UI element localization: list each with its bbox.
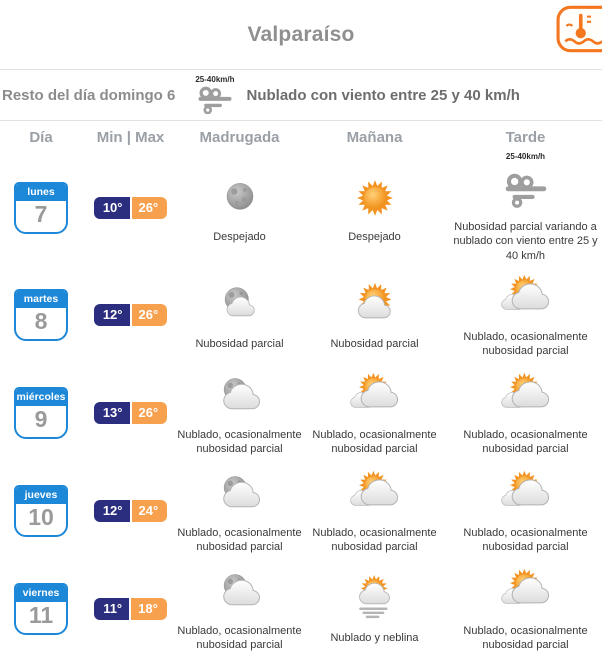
day-name: lunes — [16, 184, 66, 202]
period-caption: Nubosidad parcial — [330, 337, 419, 350]
day-calendar[interactable] — [14, 289, 68, 342]
period-caption: Nublado y neblina — [330, 631, 419, 644]
period-madrugada — [179, 172, 300, 244]
current-description: Nublado con viento entre 25 y 40 km/h — [246, 86, 520, 104]
forecast-row — [0, 560, 602, 658]
day-number: 8 — [34, 308, 48, 335]
moon-cloudy-icon — [214, 370, 266, 422]
period-tarde — [449, 370, 602, 457]
wind-speed-label: 25-40km/h — [505, 152, 546, 161]
period-manana — [300, 172, 449, 244]
sun-cloudy-icon — [349, 370, 401, 422]
period-caption: Nublado, ocasionalmente nubosidad parcial — [177, 624, 302, 651]
minmax-badge — [94, 402, 167, 424]
period-caption: Nublado, ocasionalmente nubosidad parcial — [177, 428, 302, 455]
sun-cloudy-icon — [349, 468, 401, 520]
period-manana — [300, 279, 449, 351]
forecast-row — [0, 266, 602, 364]
period-caption: Nublado, ocasionalmente nubosidad parcial — [312, 526, 437, 553]
period-caption: Nublado, ocasionalmente nubosidad parcial — [177, 526, 302, 553]
minmax-badge — [94, 500, 167, 522]
period-manana — [300, 370, 449, 457]
max-temp: 26° — [132, 402, 168, 424]
minmax-badge — [94, 304, 167, 326]
moon-cloudy-icon — [214, 468, 266, 520]
minmax-badge — [94, 598, 167, 620]
moon-partly-cloudy-icon — [214, 279, 266, 331]
table-header — [0, 121, 602, 150]
max-temp: 18° — [131, 598, 167, 620]
moon-cloudy-icon — [214, 566, 266, 618]
sun-cloudy-icon — [500, 566, 552, 618]
day-name: viernes — [16, 585, 66, 603]
day-number: 7 — [34, 201, 48, 228]
sun-fog-icon — [349, 573, 401, 625]
period-madrugada — [179, 468, 300, 555]
day-calendar[interactable] — [14, 485, 68, 538]
period-madrugada — [179, 370, 300, 457]
forecast-row — [0, 364, 602, 462]
moon-clear-icon — [214, 172, 266, 224]
period-caption: Nubosidad parcial — [195, 337, 284, 350]
period-caption: Nublado, ocasionalmente nubosidad parcial — [312, 428, 437, 455]
sea-temperature-icon[interactable] — [556, 5, 602, 53]
sun-cloudy-icon — [500, 272, 552, 324]
forecast-row — [0, 150, 602, 266]
day-calendar[interactable] — [14, 182, 68, 235]
current-day-label: Resto del día domingo 6 — [2, 86, 176, 104]
min-temp: 10° — [94, 197, 130, 219]
period-manana — [300, 573, 449, 645]
period-caption: Nublado, ocasionalmente nubosidad parcial — [463, 428, 588, 455]
sun-clear-icon — [349, 172, 401, 224]
day-number: 10 — [28, 504, 54, 531]
max-temp: 24° — [132, 500, 168, 522]
period-madrugada — [179, 566, 300, 653]
period-madrugada — [179, 279, 300, 351]
day-number: 9 — [34, 406, 48, 433]
period-tarde — [449, 272, 602, 359]
day-calendar[interactable] — [14, 583, 68, 636]
day-name: martes — [16, 291, 66, 309]
wind-speed-label: 25-40km/h — [195, 75, 235, 84]
day-number: 11 — [28, 602, 54, 629]
minmax-badge — [94, 197, 167, 219]
sun-cloudy-icon — [500, 370, 552, 422]
period-caption: Nublado, ocasionalmente nubosidad parcial — [463, 624, 588, 651]
period-caption: Despejado — [213, 230, 266, 243]
column-header-manana: Mañana — [346, 129, 403, 146]
day-name: jueves — [16, 487, 66, 505]
column-header-madrugada: Madrugada — [199, 129, 280, 146]
current-conditions-bar — [0, 70, 602, 121]
period-caption: Nublado, ocasionalmente nubosidad parcial — [463, 526, 588, 553]
day-calendar[interactable] — [14, 387, 68, 440]
period-tarde — [449, 153, 602, 263]
max-temp: 26° — [132, 197, 168, 219]
forecast-row — [0, 462, 602, 560]
column-header-tarde: Tarde — [505, 129, 546, 146]
current-wind-block — [195, 76, 234, 114]
forecast-rows — [0, 150, 602, 658]
header — [0, 0, 602, 70]
column-header-dia: Día — [29, 129, 53, 146]
sun-partly-cloudy-icon — [349, 279, 401, 331]
period-caption: Despejado — [348, 230, 401, 243]
period-tarde — [449, 566, 602, 653]
min-temp: 12° — [94, 500, 130, 522]
sun-cloudy-icon — [500, 468, 552, 520]
wind-icon — [500, 162, 552, 214]
min-temp: 13° — [94, 402, 130, 424]
period-caption: Nubosidad parcial variando a nublado con viento entre 25 y 40 km/h — [453, 221, 598, 262]
min-temp: 11° — [94, 598, 129, 620]
period-tarde — [449, 468, 602, 555]
column-header-minmax: Min | Max — [96, 129, 165, 146]
day-name: miércoles — [16, 389, 66, 407]
max-temp: 26° — [132, 304, 168, 326]
min-temp: 12° — [94, 304, 130, 326]
period-manana — [300, 468, 449, 555]
wind-icon — [196, 85, 234, 114]
period-caption: Nublado, ocasionalmente nubosidad parcial — [463, 330, 588, 357]
page-title: Valparaíso — [247, 22, 355, 46]
